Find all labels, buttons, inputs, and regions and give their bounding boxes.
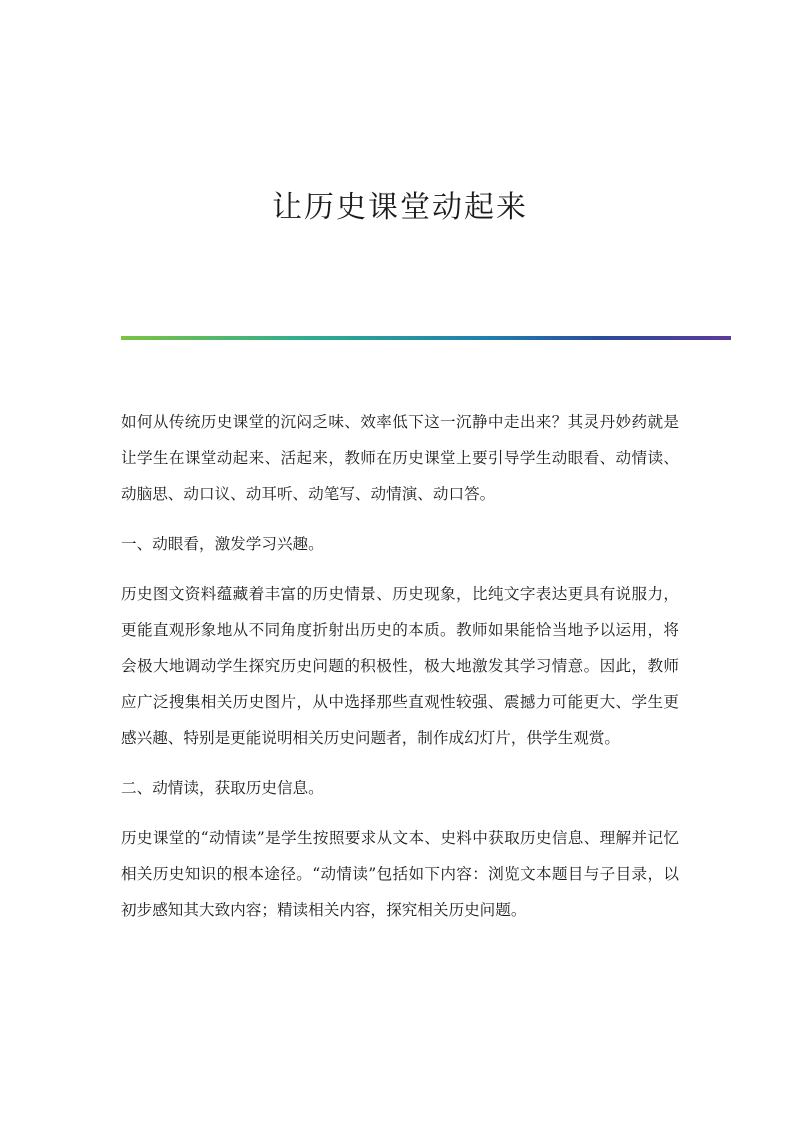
title-divider: [121, 336, 731, 340]
page-title: 让历史课堂动起来: [272, 190, 528, 225]
section-2-paragraph: 历史课堂的“动情读”是学生按照要求从文本、史料中获取历史信息、理解并记忆相关历史知识的根本途径。“动情读”包括如下内容：浏览文本题目与子目录，以初步感知其大致内容；精读相关内容，探究相关历史问题。: [121, 829, 679, 919]
section-heading-2: 二、动情读，获取历史信息。: [121, 779, 324, 797]
intro-paragraph: 如何从传统历史课堂的沉闷乏味、效率低下这一沉静中走出来？其灵丹妙药就是让学生在课堂动起来、活起来，教师在历史课堂上要引导学生动眼看、动情读、动脑思、动口议、动耳听、动笔写、动情演、动口答。: [121, 413, 679, 503]
document-body: [121, 404, 679, 942]
section-heading-1: 一、动眼看，激发学习兴趣。: [121, 535, 324, 553]
section-1-paragraph: 历史图文资料蕴藏着丰富的历史情景、历史现象，比纯文字表达更具有说服力，更能直观形象地从不同角度折射出历史的本质。教师如果能恰当地予以运用，将会极大地调动学生探究历史问题的积极性，极大地激发其学习情意。因此，教师应广泛搜集相关历史图片，从中选择那些直观性较强、震撼力可能更大、学生更感兴趣、特别是更能说明相关历史问题者，制作成幻灯片，供学生观赏。: [121, 585, 679, 747]
